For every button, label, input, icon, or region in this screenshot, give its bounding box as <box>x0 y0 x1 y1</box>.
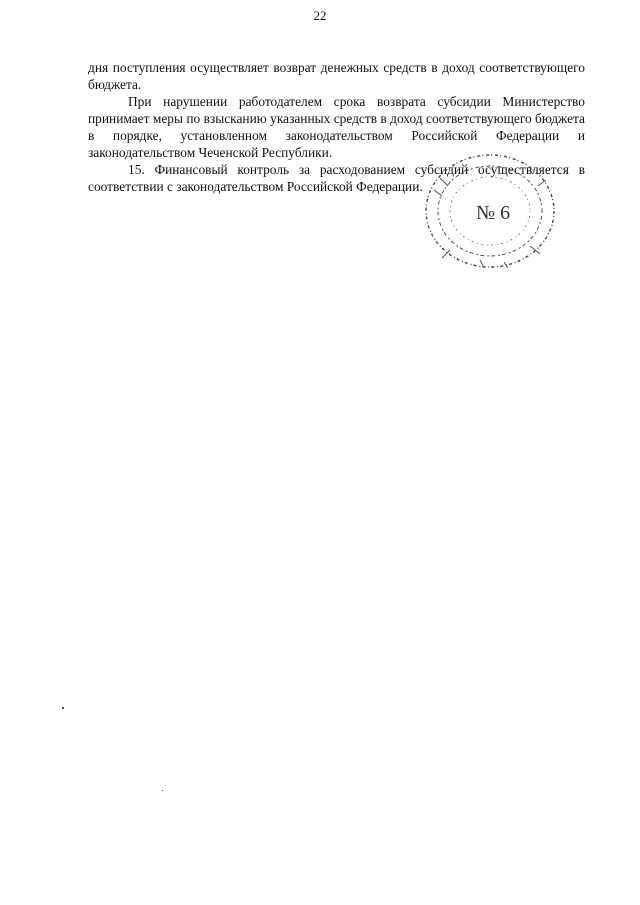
seal-number-label: № 6 <box>476 202 511 224</box>
paragraph-continuation: дня поступления осуществляет возврат денежных средств в доход соответствующего бюджета. <box>88 60 585 92</box>
scan-speck <box>162 790 163 791</box>
scan-speck <box>62 707 64 709</box>
paragraph-violation: При нарушении работодателем срока возврата субсидии Министерство принимает меры по взысканию указанных средств в доход соответствующего бюджета в порядке, установленном законодательством Российской Федерации и законодательством Чеченской Республики. <box>88 94 585 160</box>
official-seal-stamp <box>420 150 560 272</box>
page-number: 22 <box>313 8 327 23</box>
paragraph-financial-control: 15. Финансовый контроль за расходованием субсидий осуществляется в соответствии с законодательством Российской Федерации. <box>88 162 585 194</box>
